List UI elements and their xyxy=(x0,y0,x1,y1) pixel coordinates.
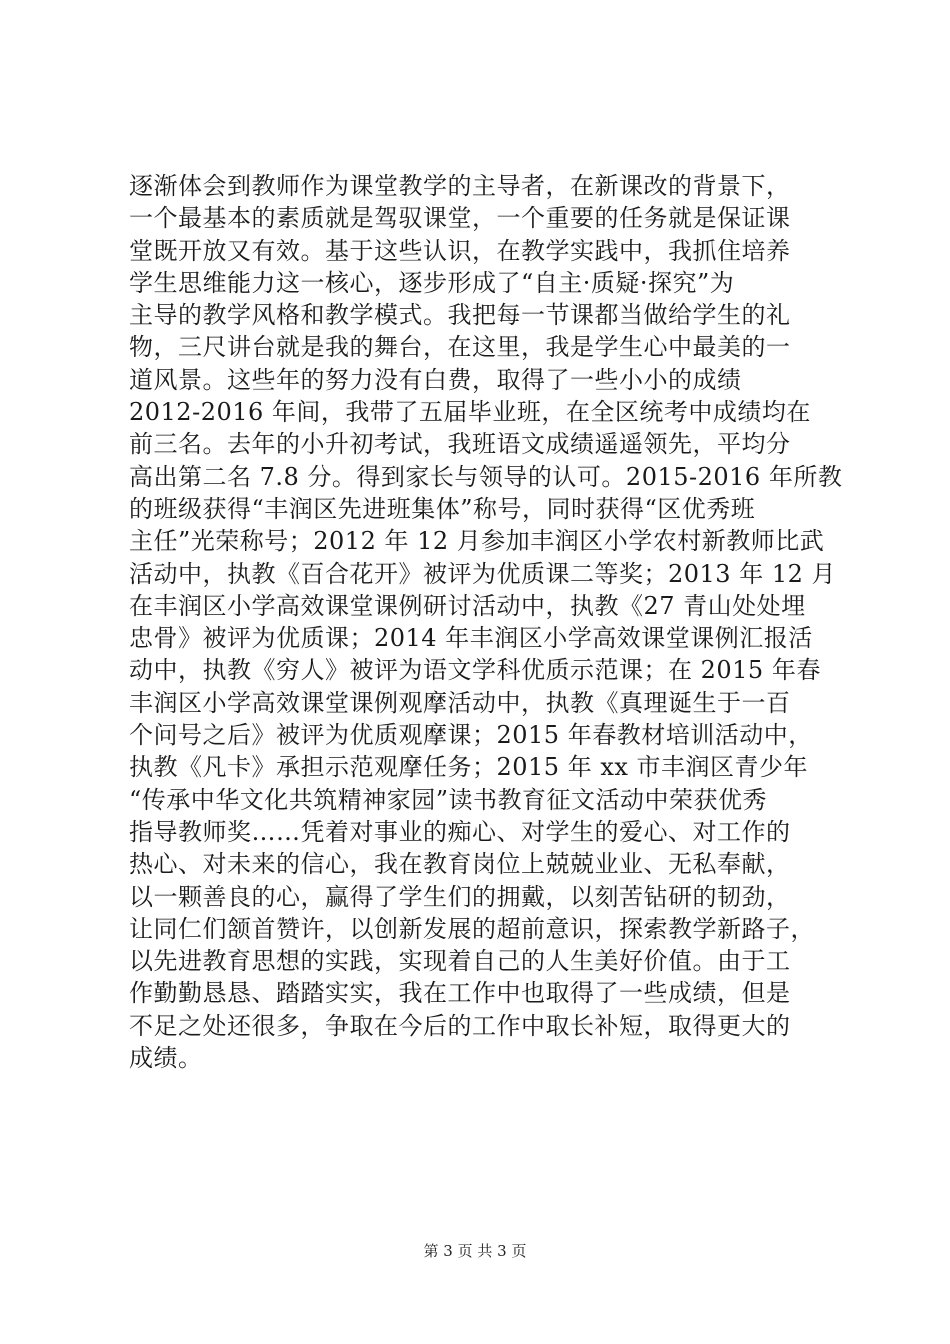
text-line: 以一颗善良的心，赢得了学生们的拥戴，以刻苦钻研的韧劲， xyxy=(129,882,791,911)
page-number: 第 3 页 共 3 页 xyxy=(423,1242,527,1260)
text-line: 个问号之后》被评为优质观摩课；2015 年春教材培训活动中， xyxy=(129,721,813,750)
text-line: 不足之处还很多，争取在今后的工作中取长补短，取得更大的 xyxy=(129,1011,791,1040)
text-line: 让同仁们颔首赞许，以创新发展的超前意识，探索教学新路子， xyxy=(129,914,815,943)
text-line: 成绩。 xyxy=(129,1044,203,1073)
text-line: 动中，执教《穷人》被评为语文学科优质示范课；在 2015 年春 xyxy=(129,656,821,685)
text-line: 热心、对未来的信心，我在教育岗位上兢兢业业、无私奉献， xyxy=(129,850,791,879)
text-line: 忠骨》被评为优质课；2014 年丰润区小学高效课堂课例汇报活 xyxy=(129,624,813,653)
text-line: 丰润区小学高效课堂课例观摩活动中，执教《真理诞生于一百 xyxy=(129,688,791,717)
text-line: 活动中，执教《百合花开》被评为优质课二等奖；2013 年 12 月 xyxy=(129,559,837,588)
text-line: 学生思维能力这一核心，逐步形成了“自主·质疑·探究”为 xyxy=(129,268,735,297)
text-line: 高出第二名 7.8 分。得到家长与领导的认可。2015-2016 年所教 xyxy=(129,462,843,491)
text-line: 道风景。这些年的努力没有白费，取得了一些小小的成绩 xyxy=(129,365,742,394)
text-line: 物，三尺讲台就是我的舞台，在这里，我是学生心中最美的一 xyxy=(129,333,791,362)
text-line: “传承中华文化共筑精神家园”读书教育征文活动中荣获优秀 xyxy=(129,785,768,814)
text-line: 堂既开放又有效。基于这些认识，在教学实践中，我抓住培养 xyxy=(129,236,791,265)
text-line: 执教《凡卡》承担示范观摩任务；2015 年 xx 市丰润区青少年 xyxy=(129,753,809,782)
text-line: 前三名。去年的小升初考试，我班语文成绩遥遥领先，平均分 xyxy=(129,430,791,459)
text-line: 一个最基本的素质就是驾驭课堂，一个重要的任务就是保证课 xyxy=(129,204,791,233)
text-line: 指导教师奖……凭着对事业的痴心、对学生的爱心、对工作的 xyxy=(129,817,791,846)
text-line: 在丰润区小学高效课堂课例研讨活动中，执教《27 青山处处埋 xyxy=(129,591,806,620)
text-line: 逐渐体会到教师作为课堂教学的主导者，在新课改的背景下， xyxy=(129,172,791,200)
page-footer xyxy=(0,1241,950,1261)
body-paragraph xyxy=(129,170,849,1074)
text-line: 主任”光荣称号；2012 年 12 月参加丰润区小学农村新教师比武 xyxy=(129,527,825,556)
text-line: 作勤勤恳恳、踏踏实实，我在工作中也取得了一些成绩，但是 xyxy=(129,979,791,1008)
text-line: 主导的教学风格和教学模式。我把每一节课都当做给学生的礼 xyxy=(129,301,791,330)
text-line: 以先进教育思想的实践，实现着自己的人生美好价值。由于工 xyxy=(129,947,791,976)
text-line: 的班级获得“丰润区先进班集体”称号，同时获得“区优秀班 xyxy=(129,494,756,523)
text-line: 2012-2016 年间，我带了五届毕业班，在全区统考中成绩均在 xyxy=(129,398,811,427)
